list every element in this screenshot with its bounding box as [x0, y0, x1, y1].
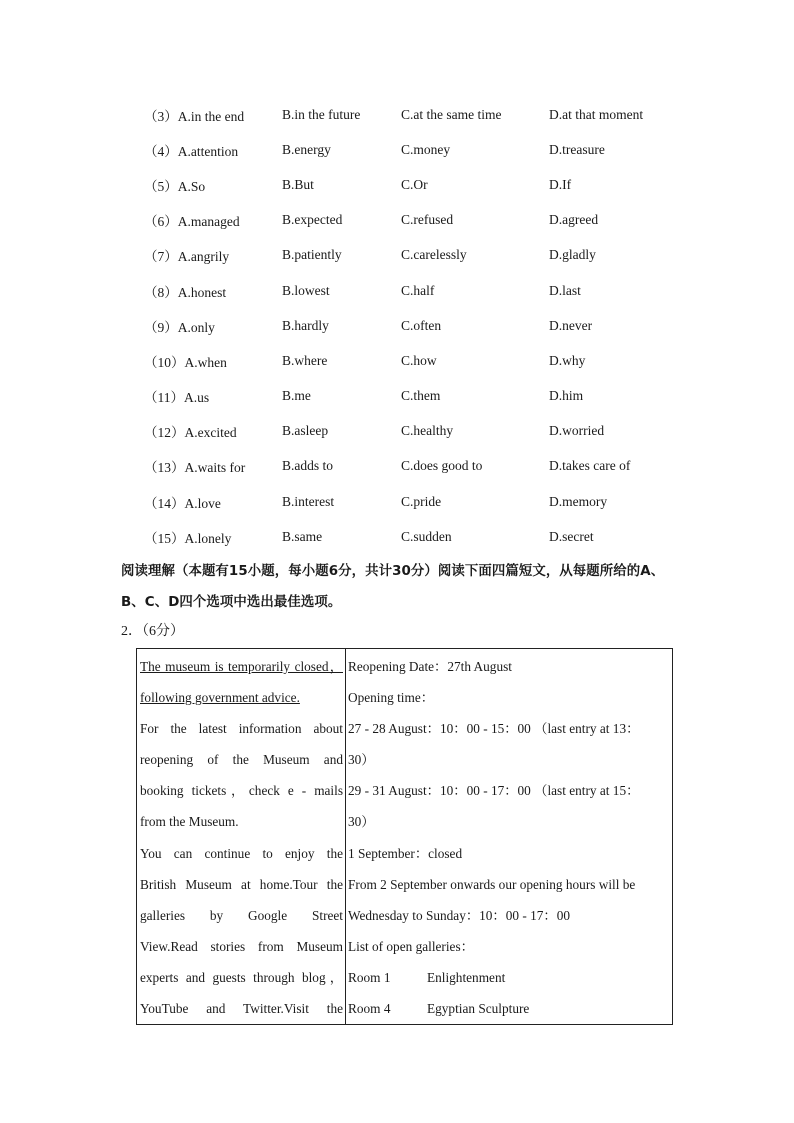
- option-c: C.how: [401, 352, 437, 368]
- notice-right-line: List of open galleries：: [348, 938, 474, 954]
- notice-left-line: reopening of the Museum and: [140, 752, 343, 768]
- option-c: C.them: [401, 388, 441, 404]
- option-d: D.secret: [549, 528, 594, 544]
- option-d: D.him: [549, 388, 584, 404]
- question-number: （3）: [144, 108, 178, 124]
- option-b: B.But: [282, 176, 314, 192]
- notice-left-column: [137, 649, 346, 1024]
- option-b: B.me: [282, 388, 311, 404]
- question-number: （11）: [144, 390, 184, 406]
- question-number: （13）: [144, 460, 185, 476]
- notice-left-line: booking tickets，check e - mails: [140, 783, 343, 799]
- notice-right-line: 30）: [348, 752, 375, 768]
- option-d: D.gladly: [549, 247, 596, 263]
- notice-left-line: following government advice.: [140, 690, 300, 706]
- option-number-and-a: [144, 203, 282, 238]
- option-b: B.same: [282, 528, 323, 544]
- option-number-and-a: [144, 132, 282, 167]
- question-number: （6）: [144, 214, 178, 230]
- option-a: A.love: [184, 495, 221, 511]
- option-row: [144, 379, 669, 414]
- option-a: A.So: [177, 178, 206, 194]
- option-a: A.us: [184, 390, 210, 406]
- option-d: D.never: [549, 317, 593, 333]
- option-c: C.refused: [401, 212, 454, 228]
- notice-right-line: 29 - 31 August：10：00 - 17：00 （last entry at 15：: [348, 783, 640, 799]
- option-d: D.worried: [549, 423, 605, 439]
- option-c: C.does good to: [401, 458, 483, 474]
- option-c: C.Or: [401, 176, 428, 192]
- option-b: B.hardly: [282, 317, 329, 333]
- option-number-and-a: [144, 484, 282, 519]
- option-c: C.money: [401, 141, 451, 157]
- option-number-and-a: [144, 308, 282, 343]
- option-number-and-a: [144, 343, 282, 378]
- notice-left-line: from the Museum.: [140, 814, 239, 830]
- option-row: [144, 449, 669, 484]
- option-row: [144, 238, 669, 273]
- option-number-and-a: [144, 519, 282, 554]
- option-c: C.half: [401, 282, 435, 298]
- option-a: A.attention: [177, 143, 239, 159]
- gallery-row: [348, 993, 672, 1024]
- question-label: 2．（6分）: [121, 624, 184, 639]
- notice-right-line: 1 September：closed: [348, 845, 463, 861]
- option-row: [144, 308, 669, 343]
- option-row: [144, 132, 669, 167]
- notice-table: [136, 648, 673, 1025]
- section-heading: 阅读理解（本题有15小题，每小题6分，共计30分）阅读下面四篇短文，从每题所给的A、B、C、D四个选项中选出最佳选项。: [121, 564, 665, 610]
- option-a: A.when: [184, 354, 227, 370]
- gallery-row: [348, 962, 672, 993]
- option-a: A.waits for: [184, 460, 246, 476]
- question-number: （14）: [144, 495, 185, 511]
- option-a: A.lonely: [184, 530, 232, 546]
- question-number: （5）: [144, 178, 178, 194]
- option-row: [144, 519, 669, 554]
- option-row: [144, 97, 669, 132]
- option-a: A.managed: [177, 214, 240, 230]
- option-d: D.at that moment: [549, 106, 644, 122]
- notice-right-line: 27 - 28 August：10：00 - 15：00 （last entry at 13：: [348, 721, 640, 737]
- question-number: （15）: [144, 530, 185, 546]
- gallery-room: Room 1: [348, 969, 391, 985]
- option-a: A.only: [177, 319, 215, 335]
- notice-left-line: View.Read stories from Museum: [140, 938, 343, 954]
- notice-left-line: You can continue to enjoy the: [140, 845, 343, 861]
- option-d: D.memory: [549, 493, 608, 509]
- option-number-and-a: [144, 414, 282, 449]
- option-d: D.takes care of: [549, 458, 631, 474]
- option-d: D.agreed: [549, 212, 599, 228]
- option-d: D.If: [549, 176, 572, 192]
- gallery-name: Egyptian Sculpture: [427, 1001, 530, 1017]
- option-c: C.carelessly: [401, 247, 467, 263]
- option-c: C.often: [401, 317, 442, 333]
- option-c: C.pride: [401, 493, 442, 509]
- notice-right-line: From 2 September onwards our opening hours will be: [348, 876, 636, 892]
- option-a: A.honest: [177, 284, 227, 300]
- option-b: B.energy: [282, 141, 331, 157]
- notice-right-line: 30）: [348, 814, 375, 830]
- option-a: A.in the end: [177, 108, 245, 124]
- option-b: B.interest: [282, 493, 335, 509]
- option-row: [144, 167, 669, 202]
- option-d: D.treasure: [549, 141, 605, 157]
- notice-right-line: Opening time：: [348, 690, 435, 706]
- option-b: B.patiently: [282, 247, 342, 263]
- option-number-and-a: [144, 273, 282, 308]
- gallery-name: Enlightenment: [427, 969, 506, 985]
- question-number: （9）: [144, 319, 178, 335]
- notice-left-line: For the latest information about: [140, 721, 343, 737]
- notice-left-line: experts and guests through blog，: [140, 969, 343, 985]
- option-b: B.expected: [282, 212, 343, 228]
- option-b: B.in the future: [282, 106, 361, 122]
- option-d: D.why: [549, 352, 586, 368]
- option-b: B.lowest: [282, 282, 330, 298]
- option-a: A.excited: [184, 425, 237, 441]
- option-row: [144, 343, 669, 378]
- option-number-and-a: [144, 238, 282, 273]
- option-row: [144, 273, 669, 308]
- options-table: [144, 97, 669, 554]
- notice-right-column: [346, 649, 672, 1024]
- notice-left-line: British Museum at home.Tour the: [140, 876, 343, 892]
- option-number-and-a: [144, 167, 282, 202]
- question-number: （12）: [144, 425, 185, 441]
- option-number-and-a: [144, 97, 282, 132]
- question-number: （8）: [144, 284, 178, 300]
- notice-right-line: Wednesday to Sunday：10：00 - 17：00: [348, 907, 570, 923]
- question-number: （10）: [144, 354, 185, 370]
- option-row: [144, 414, 669, 449]
- question-number: （4）: [144, 143, 178, 159]
- question-number: （7）: [144, 249, 178, 265]
- option-d: D.last: [549, 282, 581, 298]
- option-row: [144, 203, 669, 238]
- gallery-room: Room 4: [348, 1001, 391, 1017]
- option-a: A.angrily: [177, 249, 230, 265]
- notice-left-line: The museum is temporarily closed，: [140, 659, 343, 674]
- option-b: B.where: [282, 352, 328, 368]
- notice-left-line: YouTube and Twitter.Visit the: [140, 1001, 343, 1017]
- option-c: C.at the same time: [401, 106, 502, 122]
- option-c: C.healthy: [401, 423, 454, 439]
- option-number-and-a: [144, 379, 282, 414]
- option-number-and-a: [144, 449, 282, 484]
- option-c: C.sudden: [401, 528, 452, 544]
- option-b: B.adds to: [282, 458, 334, 474]
- option-row: [144, 484, 669, 519]
- notice-left-line: galleries by Google Street: [140, 907, 343, 923]
- option-b: B.asleep: [282, 423, 329, 439]
- notice-right-line: Reopening Date：27th August: [348, 659, 512, 674]
